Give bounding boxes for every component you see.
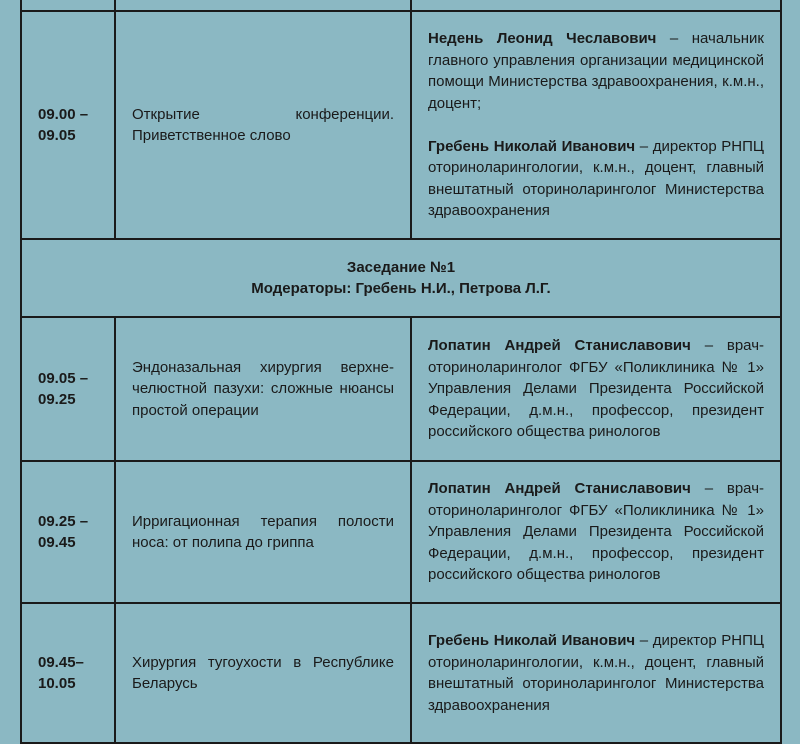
time-cell: 09.25 – 09.45 <box>21 461 115 603</box>
time-cell: 09.05 – 09.25 <box>21 317 115 461</box>
speaker-role: – врач-оториноларинголог ФГБУ «Поликлиника № 1» Управления Делами Президента Российской Федерации, д.м.н., профессор, президент российского общества ринологов <box>428 337 765 441</box>
table-row <box>21 603 781 743</box>
speaker-name: Гребень Николай Иванович <box>428 137 636 155</box>
topic-cell: Открытие конференции. Приветственное слово <box>115 11 411 239</box>
speaker-entry <box>428 478 764 586</box>
session-title: Заседание №1 <box>346 258 456 276</box>
speaker-role: – врач-оториноларинголог ФГБУ «Поликлиника № 1» Управления Делами Президента Российской Федерации, д.м.н., профессор, президент российского общества ринологов <box>428 480 765 584</box>
table-row <box>21 461 781 603</box>
speaker-role: – директор РНПЦ оториноларингологии, к.м.н., доцент, главный внештатный оториноларинголог Министерства здравоохранения <box>428 137 764 220</box>
speaker-role: – начальник главного управления организации медицинской помощи Министерства здравоохранения, к.м.н., доцент; <box>428 30 764 112</box>
speaker-cell <box>411 11 781 239</box>
time-cell: 09.00 – 09.05 <box>21 11 115 239</box>
speaker-cell <box>411 317 781 461</box>
table-row <box>21 0 781 11</box>
speaker-name: Недень Леонид Чеславович <box>428 30 657 48</box>
speaker-entry <box>428 630 764 716</box>
session-moderators: Модераторы: Гребень Н.И., Петрова Л.Г. <box>251 280 551 297</box>
speaker-name: Лопатин Андрей Станиславович <box>428 337 691 355</box>
speaker-role: – директор РНПЦ оториноларингологии, к.м.н., доцент, главный внештатный оториноларинголог Министерства здравоохранения <box>428 632 764 714</box>
session-cell <box>21 239 781 317</box>
speaker-entry <box>428 28 764 114</box>
topic-cell <box>115 0 411 11</box>
time-cell <box>21 0 115 11</box>
time-cell: 09.45– 10.05 <box>21 603 115 743</box>
table-row <box>21 11 781 239</box>
program-table <box>20 0 782 744</box>
speaker-cell <box>411 461 781 603</box>
table-row <box>21 317 781 461</box>
speaker-entry <box>428 335 764 443</box>
speaker-cell <box>411 603 781 743</box>
session-row <box>21 239 781 317</box>
speaker-cell <box>411 0 781 11</box>
speaker-entry <box>428 136 764 222</box>
speaker-name: Лопатин Андрей Станиславович <box>428 480 691 498</box>
topic-cell: Ирригационная терапия полости носа: от полипа до гриппа <box>115 461 411 603</box>
speaker-name: Гребень Николай Иванович <box>428 632 636 649</box>
topic-cell: Хирургия тугоухости в Республике Беларусь <box>115 603 411 743</box>
topic-cell: Эндоназальная хирургия верхне-челюстной пазухи: сложные нюансы простой операции <box>115 317 411 461</box>
